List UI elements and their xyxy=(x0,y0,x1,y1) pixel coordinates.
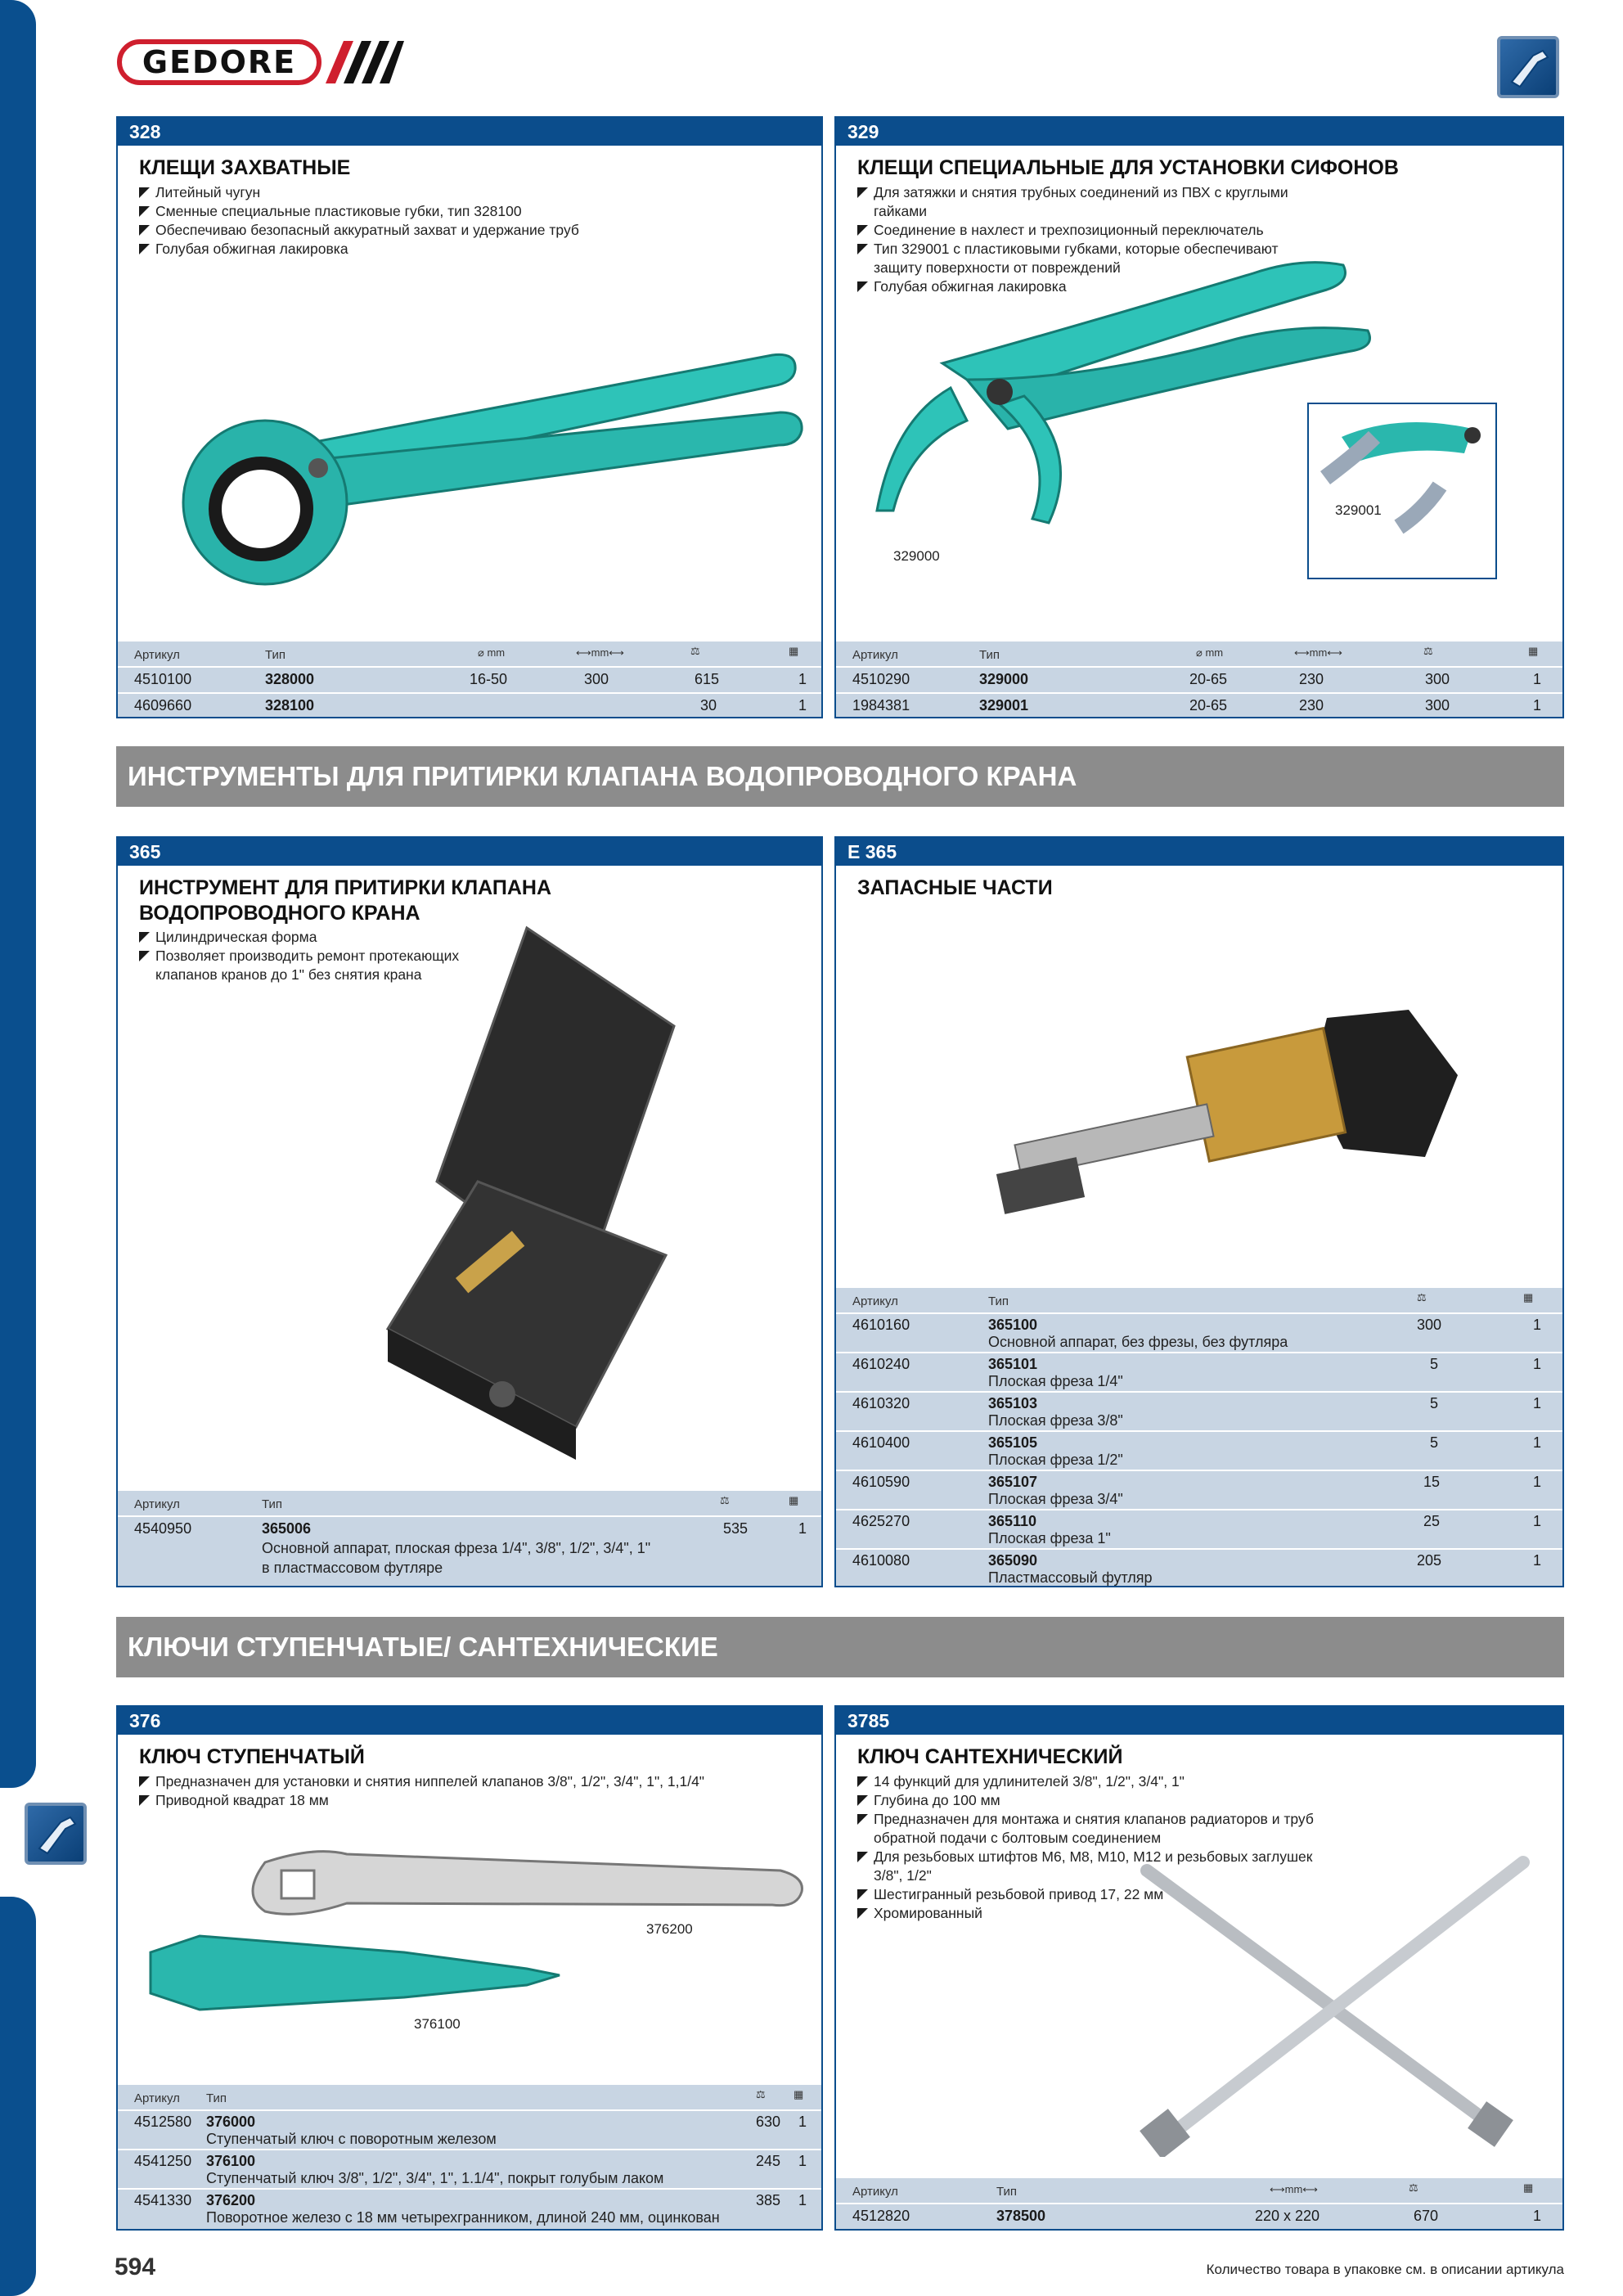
pack-icon: ▦ xyxy=(794,2088,804,2100)
table-row: 4510100 328000 16-50 300 615 1 xyxy=(118,666,821,692)
article-table xyxy=(836,1288,1562,1586)
side-rail-top xyxy=(0,0,36,1788)
length-icon: ⟷mm⟷ xyxy=(1294,646,1342,659)
pack-icon: ▦ xyxy=(1523,1291,1534,1303)
table-row: 4540950 365006 Основной аппарат, плоская фреза 1/4", 3/8", 1/2", 3/4", 1" в пластмассовом футляре 535 1 xyxy=(118,1515,821,1586)
table-row: 4610080 365090 Пластмассовый футляр 205 1 xyxy=(836,1548,1562,1587)
list-item: Литейный чугун xyxy=(139,183,579,202)
pack-icon: ▦ xyxy=(789,645,799,657)
table-row: 4609660 328100 30 1 xyxy=(118,692,821,718)
image-label: 376100 xyxy=(414,2016,461,2032)
list-item: Предназначен для монтажа и снятия клапанов радиаторов и труб обратной подачи с болтовым соединением xyxy=(857,1810,1315,1848)
table-header xyxy=(118,2085,821,2109)
cross-wrench-image xyxy=(1114,1846,1556,2157)
image-label: 329001 xyxy=(1335,502,1382,518)
product-title: ИНСТРУМЕНТ ДЛЯ ПРИТИРКИ КЛАПАНА ВОДОПРОВОДНОГО КРАНА xyxy=(139,876,552,925)
list-item: Цилиндрическая форма xyxy=(139,928,515,947)
footer-note: Количество товара в упаковке см. в описании артикула xyxy=(1206,2262,1564,2277)
table-row: 4512820 378500 220 x 220 670 1 xyxy=(836,2203,1562,2229)
weight-icon: ⚖ xyxy=(1417,1291,1427,1303)
step-wrench-image xyxy=(134,1830,821,2051)
pack-icon: ▦ xyxy=(1528,645,1539,657)
col-type: Тип xyxy=(262,1497,283,1511)
article-table xyxy=(836,642,1562,717)
tool-case-image xyxy=(339,903,797,1476)
list-item: Хромированный xyxy=(857,1904,1315,1923)
product-card-329 xyxy=(834,116,1564,718)
pliers-image xyxy=(151,322,821,674)
table-row: 4610320 365103 Плоская фреза 3/8" 5 1 xyxy=(836,1391,1562,1430)
section-title: КЛЮЧИ СТУПЕНЧАТЫЕ/ САНТЕХНИЧЕСКИЕ xyxy=(116,1617,1564,1677)
table-header xyxy=(836,1288,1562,1312)
table-row: 4610160 365100 Основной аппарат, без фрезы, без футляра 300 1 xyxy=(836,1312,1562,1352)
image-label: 376200 xyxy=(646,1921,693,1937)
article-table xyxy=(836,2178,1562,2229)
inset-image-box xyxy=(1307,403,1497,579)
table-row: 4610240 365101 Плоская фреза 1/4" 5 1 xyxy=(836,1352,1562,1391)
brand-logo: GEDORE xyxy=(117,39,321,85)
article-table xyxy=(118,642,821,717)
col-type: Тип xyxy=(988,1294,1009,1308)
list-item: Позволяет производить ремонт протекающих клапанов кранов до 1" без снятия крана xyxy=(139,947,515,984)
col-type: Тип xyxy=(206,2091,227,2105)
weight-icon: ⚖ xyxy=(1423,645,1433,657)
product-card-e365 xyxy=(834,836,1564,1587)
list-item: Для затяжки и снятия трубных соединений из ПВХ с круглыми гайками xyxy=(857,183,1315,221)
section-title: ИНСТРУМЕНТЫ ДЛЯ ПРИТИРКИ КЛАПАНА ВОДОПРОВОДНОГО КРАНА xyxy=(116,746,1564,807)
image-label: 329000 xyxy=(893,548,940,564)
col-article: Артикул xyxy=(134,648,180,662)
col-article: Артикул xyxy=(852,1294,898,1308)
weight-icon: ⚖ xyxy=(720,1494,730,1506)
list-item: Сменные специальные пластиковые губки, тип 328100 xyxy=(139,202,579,221)
product-number: 329 xyxy=(836,118,1562,146)
list-item: Соединение в нахлест и трехпозиционный переключатель xyxy=(857,221,1315,240)
list-item: Голубая обжигная лакировка xyxy=(139,240,579,259)
list-item: Тип 329001 с пластиковыми губками, которые обеспечивают защиту поверхности от повреждений xyxy=(857,240,1315,277)
product-title: ЗАПАСНЫЕ ЧАСТИ xyxy=(857,876,1053,899)
col-type: Тип xyxy=(996,2185,1018,2199)
table-row: 4541330 376200 Поворотное железо с 18 мм четырехгранником, длиной 240 мм, оцинкован 385 1 xyxy=(118,2188,821,2227)
pack-icon: ▦ xyxy=(789,1494,799,1506)
list-item: Голубая обжигная лакировка xyxy=(857,277,1315,296)
list-item: Глубина до 100 мм xyxy=(857,1791,1315,1810)
diameter-icon: ⌀ mm xyxy=(478,646,506,659)
product-title: КЛЮЧ САНТЕХНИЧЕСКИЙ xyxy=(857,1745,1123,1768)
feature-list xyxy=(139,1772,818,1810)
product-title: КЛЕЩИ ЗАХВАТНЫЕ xyxy=(139,156,351,179)
weight-icon: ⚖ xyxy=(1409,2181,1418,2194)
spare-part-image xyxy=(983,985,1490,1255)
pack-icon: ▦ xyxy=(1523,2181,1534,2194)
list-item: 14 функций для удлинителей 3/8", 1/2", 3/4", 1" xyxy=(857,1772,1315,1791)
table-row: 4625270 365110 Плоская фреза 1" 25 1 xyxy=(836,1509,1562,1548)
table-row: 4610590 365107 Плоская фреза 3/4" 15 1 xyxy=(836,1470,1562,1509)
table-header xyxy=(118,1491,821,1515)
list-item: Обеспечиваю безопасный аккуратный захват и удержание труб xyxy=(139,221,579,240)
table-row: 4510290 329000 20-65 230 300 1 xyxy=(836,666,1562,692)
list-item: Шестигранный резьбовой привод 17, 22 мм xyxy=(857,1885,1315,1904)
col-article: Артикул xyxy=(852,2185,898,2199)
product-card-365 xyxy=(116,836,823,1587)
list-item: Предназначен для установки и снятия ниппелей клапанов 3/8", 1/2", 3/4", 1", 1,1/4" xyxy=(139,1772,818,1791)
list-item: Приводной квадрат 18 мм xyxy=(139,1791,818,1810)
side-rail-bottom xyxy=(0,1897,36,2296)
product-card-376 xyxy=(116,1705,823,2231)
table-header xyxy=(836,2178,1562,2203)
table-header xyxy=(118,642,821,666)
logo-stripes-icon xyxy=(326,41,404,83)
table-row: 1984381 329001 20-65 230 300 1 xyxy=(836,692,1562,718)
product-card-328 xyxy=(116,116,823,718)
pipe-wrench-icon xyxy=(1497,36,1559,98)
product-title: КЛЕЩИ СПЕЦИАЛЬНЫЕ ДЛЯ УСТАНОВКИ СИФОНОВ xyxy=(857,156,1399,179)
product-number: 376 xyxy=(118,1707,821,1735)
product-card-3785 xyxy=(834,1705,1564,2231)
weight-icon: ⚖ xyxy=(756,2088,766,2100)
product-number: 328 xyxy=(118,118,821,146)
product-number: E 365 xyxy=(836,838,1562,866)
feature-list xyxy=(139,183,579,259)
list-item: Для резьбовых штифтов M6, M8, M10, M12 и резьбовых заглушек 3/8", 1/2" xyxy=(857,1848,1315,1885)
table-row: 4512580 376000 Ступенчатый ключ с поворотным железом 630 1 xyxy=(118,2109,821,2149)
length-icon: ⟷mm⟷ xyxy=(1270,2183,1318,2195)
col-article: Артикул xyxy=(134,2091,180,2105)
col-type: Тип xyxy=(979,648,1000,662)
table-row: 4610400 365105 Плоская фреза 1/2" 5 1 xyxy=(836,1430,1562,1470)
product-title: КЛЮЧ СТУПЕНЧАТЫЙ xyxy=(139,1745,365,1768)
length-icon: ⟷mm⟷ xyxy=(576,646,624,659)
col-article: Артикул xyxy=(134,1497,180,1511)
weight-icon: ⚖ xyxy=(690,645,700,657)
table-header xyxy=(836,642,1562,666)
col-article: Артикул xyxy=(852,648,898,662)
article-table xyxy=(118,2085,821,2229)
product-number: 3785 xyxy=(836,1707,1562,1735)
pipe-wrench-icon xyxy=(25,1803,87,1865)
product-number: 365 xyxy=(118,838,821,866)
article-table xyxy=(118,1491,821,1586)
diameter-icon: ⌀ mm xyxy=(1196,646,1224,659)
table-row: 4541250 376100 Ступенчатый ключ 3/8", 1/2", 3/4", 1", 1.1/4", покрыт голубым лаком 245 1 xyxy=(118,2149,821,2188)
col-type: Тип xyxy=(265,648,286,662)
page-number: 594 xyxy=(115,2253,156,2280)
